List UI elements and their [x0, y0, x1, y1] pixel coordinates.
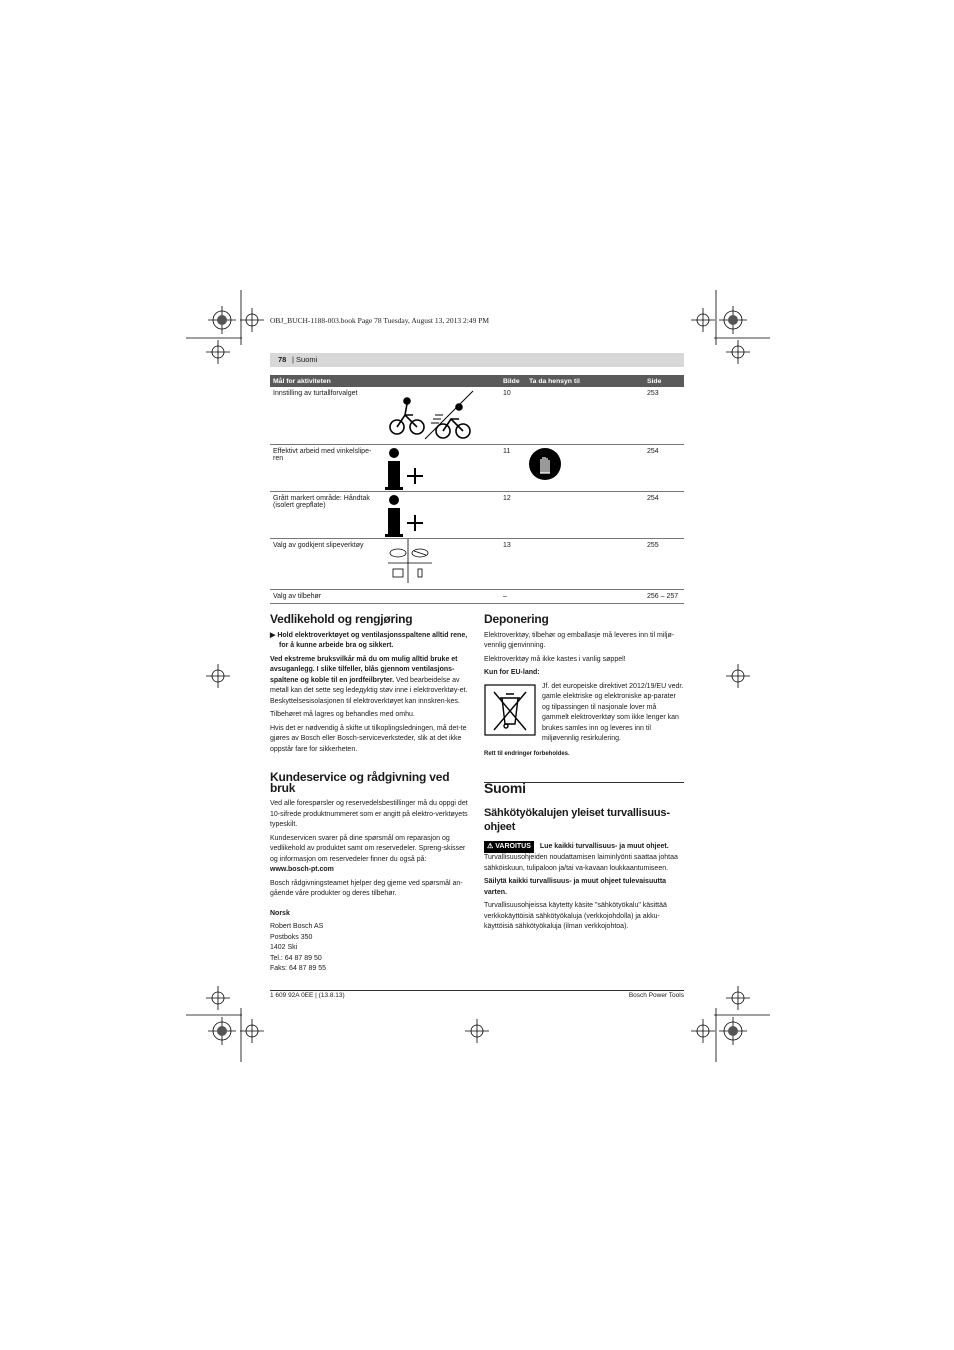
footer-left: 1 609 92A 0EE | (13.8.13)	[270, 992, 345, 999]
eu-text: Jf. det europeiske direktivet 2012/19/EU vedr. gamle elektriske og elektroniske ap-parater og tilpassingen til nasjonale lover må gammelt elektroverktøy som ikke lenger kan brukes samles inn og leveres inn til miljøvennlig resirkulering.	[542, 682, 684, 742]
col-note: Ta da hensyn til	[526, 375, 644, 387]
info-plus-icon	[385, 494, 425, 538]
footer-rule	[270, 990, 684, 991]
table-cell: Innstilling av turtallforvalget	[270, 387, 500, 444]
address-block: Robert Bosch AS Postboks 350 1402 Ski Tel.: 64 87 89 50 Faks: 64 87 89 55	[270, 923, 327, 972]
table-cell: 13	[500, 538, 526, 589]
right-column	[484, 614, 684, 762]
disposal-paragraph: Elektroverktøy må ikke kastes i vanlig søppel!	[484, 655, 626, 663]
save-instructions: Säilytä kaikki turvallisuus- ja muut ohjeet tulevaisuutta varten.	[484, 878, 667, 896]
maintenance-bullet: ▶ Hold elektroverktøyet og ventilasjonsspaltene alltid rene, for å kunne arbeide bra og sikkert.	[270, 631, 468, 649]
grinding-tools-icon	[388, 539, 434, 585]
disposal-heading: Deponering	[484, 612, 549, 626]
section-name: | Suomi	[292, 355, 318, 364]
eu-block	[484, 682, 684, 745]
table-cell: –	[500, 589, 526, 603]
book-header: OBJ_BUCH-1188-003.book Page 78 Tuesday, August 13, 2013 2:49 PM	[270, 316, 490, 325]
service-paragraph: Ved alle forespørsler og reservedelsbestillinger må du oppgi det 10-sifrede produktnummeret som er angitt på elektro-verktøyets typeskilt.	[270, 800, 468, 828]
service-url: www.bosch-pt.com	[270, 866, 334, 873]
table-cell: 12	[500, 491, 526, 538]
col-activity: Mål for aktiviteten	[270, 375, 500, 387]
col-page: Side	[644, 375, 684, 387]
table-cell: Grått markert område: Håndtak (isolert grepflate)	[270, 491, 500, 538]
table-cell	[526, 538, 644, 589]
table-cell: 254	[644, 491, 684, 538]
footer-right: Bosch Power Tools	[628, 992, 684, 999]
service-heading: Kundeservice og rådgivning ved bruk	[270, 770, 450, 795]
activity-table	[270, 375, 684, 604]
table-cell: Effektivt arbeid med vinkelslipe-ren	[270, 444, 500, 491]
info-plus-icon	[385, 447, 425, 491]
wear-gloves-icon	[528, 447, 562, 481]
table-cell	[526, 444, 644, 491]
table-cell	[526, 589, 644, 603]
page-number: 78	[278, 355, 287, 364]
suomi-heading: Suomi	[484, 780, 526, 796]
table-row	[270, 444, 684, 491]
warning-paragraph: ⚠ VAROITUS Lue kaikki turvallisuus- ja muut ohjeet. Turvallisuusohjeiden noudattamisen laiminlyönti saattaa johtaa sähköiskuun, tulipaloon ja/tai va-kavaan loukkaantumiseen.	[484, 842, 678, 872]
table-row	[270, 589, 684, 603]
country-label: Norsk	[270, 909, 290, 917]
table-cell	[526, 491, 644, 538]
service-paragraph: Bosch rådgivningsteamet hjelper deg gjerne ved spørsmål an-gående våre produkter og deres tilbehør.	[270, 879, 463, 897]
table-row	[270, 491, 684, 538]
suomi-section	[484, 780, 684, 936]
maintenance-paragraph: Hvis det er nødvendig å skifte ut tilkoplingsledningen, må det-te gjøres av Bosch eller Bosch-serviceverksteder, slik at det ikke oppstår fare for sikkerheten.	[270, 724, 467, 753]
speed-preselect-icon	[385, 389, 475, 443]
warning-badge: ⚠ VAROITUS	[484, 841, 534, 854]
rights-note: Rett til endringer forbeholdes.	[484, 750, 570, 757]
page-header	[270, 353, 684, 367]
disposal-paragraph: Elektroverktøy, tilbehør og emballasje må leveres inn til miljø-vennlig gjenvinning.	[484, 631, 675, 649]
table-cell: 10	[500, 387, 526, 444]
table-cell: 256 – 257	[644, 589, 684, 603]
maintenance-paragraph: Ved ekstreme bruksvilkår må du om mulig alltid bruke et avsuganlegg. I slike tilfeller, blås gjennom ventilasjons-spaltene og koble til en jordfeilbryter. Ved bearbeidelse av metall kan det sette seg ledeдyktig støv inne i elektroverktøy-et. Beskyttelsesisolasjonen til elektroverktøyet kan innskren-kes.	[270, 655, 468, 705]
maintenance-paragraph: Tilbehøret må lagres og behandles med omhu.	[270, 711, 415, 718]
term-paragraph: Turvallisuusohjeissa käytetty käsite "sähkötyökalu" käsittää verkkokäyttöisiä sähkötyökaluja (verkkojohdolla) ja akku-käyttöisiä sähkötyökaluja (ilman verkkojohtoa).	[484, 902, 667, 930]
left-column	[270, 614, 470, 975]
table-cell: 254	[644, 444, 684, 491]
table-cell	[526, 387, 644, 444]
table-cell: Valg av godkjent slipeverktøy	[270, 538, 500, 589]
safety-heading: Sähkötyökalujen yleiset turvallisuus-ohjeet	[484, 806, 670, 833]
table-row	[270, 387, 684, 444]
table-cell: 255	[644, 538, 684, 589]
table-header-row	[270, 375, 684, 387]
col-image: Bilde	[500, 375, 526, 387]
table-cell: 253	[644, 387, 684, 444]
table-row	[270, 538, 684, 589]
eu-label: Kun for EU-land:	[484, 669, 540, 676]
service-paragraph: Kundeservicen svarer på dine spørsmål om reparasjon og vedlikehold av produktet samt om reservedeler. Spreng-skisser og informasjon om reservedeler finner du også på:	[270, 834, 466, 863]
table-cell: 11	[500, 444, 526, 491]
table-cell: Valg av tilbehør	[270, 589, 500, 603]
weee-bin-icon	[484, 684, 536, 736]
maintenance-heading: Vedlikehold og rengjøring	[270, 612, 413, 626]
